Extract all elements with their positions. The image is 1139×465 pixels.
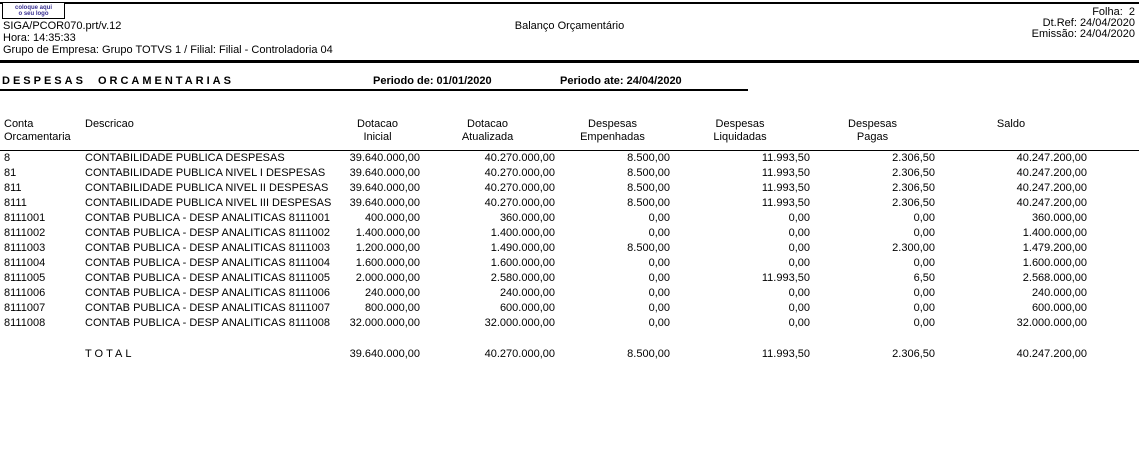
table-cell: 0,00 xyxy=(913,302,935,314)
table-cell: 0,00 xyxy=(788,242,810,254)
table-cell: 600.000,00 xyxy=(1031,302,1087,314)
emission-date: Emissão: 24/04/2020 xyxy=(1031,28,1135,40)
table-cell: CONTAB PUBLICA - DESP ANALITICAS 8111001 xyxy=(85,212,330,224)
table-cell: 8.500,00 xyxy=(627,182,670,194)
table-header-row xyxy=(0,112,1139,151)
table-cell: 0,00 xyxy=(648,317,670,329)
table-cell: 40.270.000,00 xyxy=(484,197,555,209)
table-cell: 2.580.000,00 xyxy=(490,272,555,284)
table-cell: 40.247.200,00 xyxy=(1016,197,1087,209)
table-cell: 360.000,00 xyxy=(1031,212,1087,224)
table-row xyxy=(0,271,1139,286)
table-cell: 0,00 xyxy=(788,302,810,314)
total-value: 8.500,00 xyxy=(627,348,670,360)
table-cell: CONTABILIDADE PUBLICA NIVEL II DESPESAS xyxy=(85,182,329,194)
column-header: Dotacao Inicial xyxy=(335,112,420,151)
table-cell: CONTABILIDADE PUBLICA DESPESAS xyxy=(85,152,285,164)
table-cell: 11.993,50 xyxy=(761,152,810,164)
report-time: Hora: 14:35:33 xyxy=(3,32,76,44)
table-cell: 8.500,00 xyxy=(627,197,670,209)
table-cell: 600.000,00 xyxy=(499,302,555,314)
table-cell: 6,50 xyxy=(913,272,935,284)
table-cell: 0,00 xyxy=(913,212,935,224)
table-cell: 40.270.000,00 xyxy=(484,167,555,179)
table-cell: 8111005 xyxy=(4,272,46,284)
table-cell: 0,00 xyxy=(788,227,810,239)
total-value: 40.270.000,00 xyxy=(484,348,555,360)
table-cell: 2.306,50 xyxy=(892,197,935,209)
table-cell: 0,00 xyxy=(788,212,810,224)
table-cell: CONTABILIDADE PUBLICA NIVEL I DESPESAS xyxy=(85,167,326,179)
table-cell: 11.993,50 xyxy=(761,167,810,179)
period-to: Periodo ate: 24/04/2020 xyxy=(560,75,682,87)
total-value: 2.306,50 xyxy=(892,348,935,360)
table-cell: 0,00 xyxy=(913,317,935,329)
table-cell: 32.000.000,00 xyxy=(484,317,555,329)
total-value: 11.993,50 xyxy=(761,348,810,360)
report-header-right xyxy=(1032,7,1135,40)
table-cell: 8111 xyxy=(4,197,27,209)
table-cell: 8.500,00 xyxy=(627,152,670,164)
table-cell: 8111001 xyxy=(4,212,46,224)
table-cell: CONTAB PUBLICA - DESP ANALITICAS 8111007 xyxy=(85,302,330,314)
table-cell: 360.000,00 xyxy=(499,212,555,224)
table-cell: CONTAB PUBLICA - DESP ANALITICAS 8111002 xyxy=(85,227,330,239)
table-cell: 2.306,50 xyxy=(892,152,935,164)
table-cell: 1.490.000,00 xyxy=(490,242,555,254)
table-cell: 8111003 xyxy=(4,242,46,254)
table-cell: 40.247.200,00 xyxy=(1016,167,1087,179)
table-cell: 40.247.200,00 xyxy=(1016,152,1087,164)
table-cell: 2.568.000,00 xyxy=(1022,272,1087,284)
table-cell: 32.000.000,00 xyxy=(1016,317,1087,329)
table-cell: 811 xyxy=(4,182,22,194)
header-divider-rule xyxy=(0,60,1139,63)
top-rule xyxy=(0,2,1139,4)
table-cell: 40.270.000,00 xyxy=(484,152,555,164)
table-cell: 0,00 xyxy=(788,257,810,269)
page-number: Folha: 2 xyxy=(1092,6,1135,18)
table-cell: 8111004 xyxy=(4,257,46,269)
table-cell: 39.640.000,00 xyxy=(349,182,420,194)
table-cell: 1.400.000,00 xyxy=(490,227,555,239)
table-cell: 0,00 xyxy=(648,287,670,299)
report-company: Grupo de Empresa: Grupo TOTVS 1 / Filial: Filial - Controladoria 04 xyxy=(3,44,333,56)
column-header: Despesas Pagas xyxy=(810,112,935,151)
table-cell: 0,00 xyxy=(913,287,935,299)
table-cell: 1.600.000,00 xyxy=(490,257,555,269)
table-cell: 2.306,50 xyxy=(892,167,935,179)
budget-table xyxy=(0,112,1139,362)
table-row xyxy=(0,196,1139,211)
table-cell: 1.400.000,00 xyxy=(1022,227,1087,239)
table-cell: 0,00 xyxy=(913,257,935,269)
table-cell: CONTAB PUBLICA - DESP ANALITICAS 8111004 xyxy=(85,257,330,269)
report-title: Balanço Orçamentário xyxy=(514,20,625,32)
table-cell: 8111008 xyxy=(4,317,46,329)
table-cell: 1.400.000,00 xyxy=(355,227,420,239)
table-cell: 0,00 xyxy=(788,287,810,299)
table-cell: 8111007 xyxy=(4,302,46,314)
table-row xyxy=(0,166,1139,181)
table-cell: 39.640.000,00 xyxy=(349,152,420,164)
table-cell: 1.600.000,00 xyxy=(1022,257,1087,269)
period-from: Periodo de: 01/01/2020 xyxy=(373,75,492,87)
table-cell: 240.000,00 xyxy=(364,287,420,299)
table-cell: 1.600.000,00 xyxy=(355,257,420,269)
table-body xyxy=(0,151,1139,332)
section-title: DESPESAS ORCAMENTARIAS xyxy=(2,75,234,87)
table-cell: 800.000,00 xyxy=(364,302,420,314)
table-row xyxy=(0,241,1139,256)
table-cell: 1.200.000,00 xyxy=(355,242,420,254)
column-header: Saldo xyxy=(935,112,1139,151)
table-cell: 400.000,00 xyxy=(364,212,420,224)
table-cell: 0,00 xyxy=(648,272,670,284)
column-header: Despesas Liquidadas xyxy=(670,112,810,151)
column-header: Descricao xyxy=(85,112,335,151)
table-cell: 0,00 xyxy=(788,317,810,329)
table-row xyxy=(0,286,1139,301)
table-cell: 0,00 xyxy=(648,227,670,239)
table-cell: 2.306,50 xyxy=(892,182,935,194)
total-value: 40.247.200,00 xyxy=(1016,348,1087,360)
table-row xyxy=(0,226,1139,241)
table-cell: 11.993,50 xyxy=(761,182,810,194)
column-header: Dotacao Atualizada xyxy=(420,112,555,151)
logo-placeholder xyxy=(2,2,65,19)
table-cell: 8.500,00 xyxy=(627,242,670,254)
table-row xyxy=(0,151,1139,167)
table-row xyxy=(0,301,1139,316)
logo-text-line2: o seu logo xyxy=(18,10,49,17)
table-cell: 0,00 xyxy=(913,227,935,239)
total-label: TOTAL xyxy=(85,348,135,360)
table-cell: 240.000,00 xyxy=(499,287,555,299)
table-cell: 11.993,50 xyxy=(761,272,810,284)
table-cell: CONTABILIDADE PUBLICA NIVEL III DESPESAS xyxy=(85,197,332,209)
table-cell: 8.500,00 xyxy=(627,167,670,179)
column-header: Despesas Empenhadas xyxy=(555,112,670,151)
table-cell: 32.000.000,00 xyxy=(349,317,420,329)
table-cell: 8111002 xyxy=(4,227,46,239)
table-cell: 81 xyxy=(4,167,17,179)
reference-date: Dt.Ref: 24/04/2020 xyxy=(1042,17,1135,29)
total-value: 39.640.000,00 xyxy=(349,348,420,360)
total-row xyxy=(0,347,1139,362)
table-cell: 11.993,50 xyxy=(761,197,810,209)
table-row xyxy=(0,256,1139,271)
table-row xyxy=(0,316,1139,331)
table-cell: 40.270.000,00 xyxy=(484,182,555,194)
table-cell: CONTAB PUBLICA - DESP ANALITICAS 8111003 xyxy=(85,242,330,254)
table-cell: 0,00 xyxy=(648,212,670,224)
table-cell: CONTAB PUBLICA - DESP ANALITICAS 8111005 xyxy=(85,272,330,284)
table-cell: CONTAB PUBLICA - DESP ANALITICAS 8111006 xyxy=(85,287,330,299)
table-cell: 0,00 xyxy=(648,302,670,314)
section-header-band xyxy=(0,74,748,91)
table-cell: 0,00 xyxy=(648,257,670,269)
total-empty-cell xyxy=(0,347,85,362)
table-cell: 2.000.000,00 xyxy=(355,272,420,284)
table-cell: CONTAB PUBLICA - DESP ANALITICAS 8111008 xyxy=(85,317,330,329)
table-cell: 8111006 xyxy=(4,287,46,299)
table-cell: 40.247.200,00 xyxy=(1016,182,1087,194)
table-cell: 39.640.000,00 xyxy=(349,167,420,179)
logo-text-line1: coloque aqui xyxy=(14,4,52,11)
table-cell: 39.640.000,00 xyxy=(349,197,420,209)
spacer-row xyxy=(0,331,1139,347)
table-cell: 2.300,00 xyxy=(892,242,935,254)
report-program-id: SIGA/PCOR070.prt/v.12 xyxy=(3,20,122,32)
table-row xyxy=(0,181,1139,196)
table-cell: 240.000,00 xyxy=(1031,287,1087,299)
table-row xyxy=(0,211,1139,226)
table-cell: 8 xyxy=(4,152,11,164)
table-cell: 1.479.200,00 xyxy=(1022,242,1087,254)
column-header: Conta Orcamentaria xyxy=(0,112,85,151)
